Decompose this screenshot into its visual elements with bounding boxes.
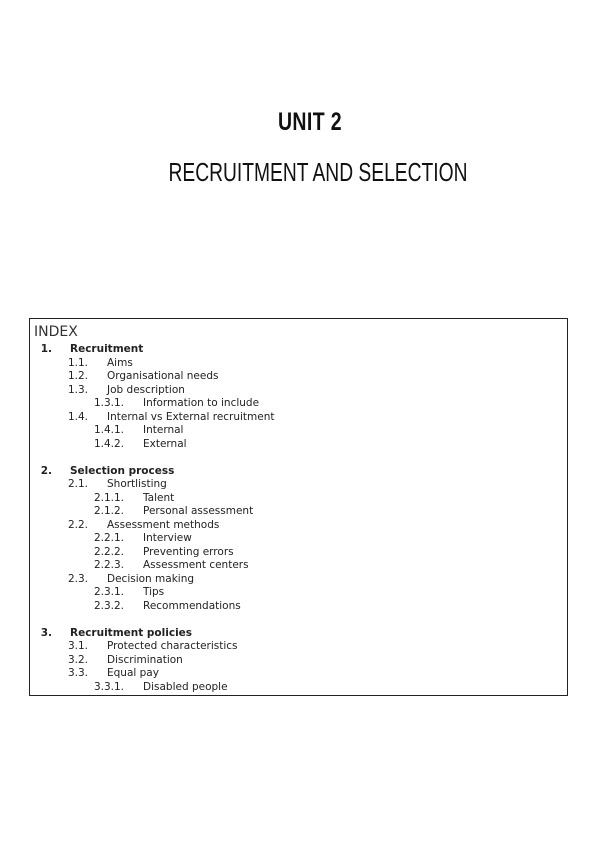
index-box <box>29 318 568 696</box>
toc-entry <box>30 531 560 545</box>
toc-entry <box>30 423 560 437</box>
toc-entry-number: 2.2.3. <box>93 559 124 571</box>
toc-entry-number: 1.2. <box>67 370 88 382</box>
unit-title: UNIT 2 <box>277 108 343 136</box>
toc-entry-number: 2.1.2. <box>93 505 124 517</box>
toc-entry <box>30 491 560 505</box>
toc-entry-number: 3.3.1. <box>93 680 124 693</box>
toc-entry-label: Recruitment policies <box>70 626 193 639</box>
toc-entry-number: 1.4. <box>67 410 88 423</box>
toc-entry <box>30 369 560 383</box>
toc-entry <box>30 666 560 680</box>
toc-entry-number: 1.4.1. <box>93 424 124 436</box>
toc-entry-label: Information to include <box>143 397 260 409</box>
toc-entry-label: Selection process <box>70 464 175 477</box>
toc-entry <box>30 464 560 478</box>
toc-entry-label: Decision making <box>107 572 195 585</box>
toc-entry-label: Assessment centers <box>143 559 249 571</box>
toc-entry <box>30 504 560 518</box>
toc-entry-label: Shortlisting <box>107 478 167 490</box>
toc-entry <box>30 518 560 532</box>
toc-entry-label: Preventing errors <box>143 545 234 558</box>
toc-entry-label: Interview <box>143 532 192 544</box>
toc-entry-number: 2.3. <box>67 572 88 585</box>
toc-entry <box>30 410 560 424</box>
toc-entry <box>30 572 560 586</box>
toc-entry-number: 2.3.1. <box>93 586 124 598</box>
toc-entry-label: Equal pay <box>107 667 159 679</box>
toc-entry <box>30 437 560 451</box>
index-heading: INDEX <box>34 324 78 340</box>
toc-entry-label: Internal vs External recruitment <box>107 410 275 423</box>
toc-entry-number: 3.1. <box>67 640 88 652</box>
toc-entry-number: 2.2. <box>67 518 88 531</box>
toc-entry-number: 2.1. <box>67 478 88 490</box>
toc-entry <box>30 599 560 613</box>
toc-entry <box>30 545 560 559</box>
toc-entry-number: 1. <box>40 343 52 355</box>
toc-entry <box>30 585 560 599</box>
toc-entry-label: Disabled people <box>143 680 228 693</box>
toc-entry-label: Personal assessment <box>143 505 254 517</box>
toc-entry-number: 1.1. <box>67 356 88 369</box>
toc-entry-number: 2.2.1. <box>93 532 124 544</box>
toc-entry-label: Internal <box>143 424 184 436</box>
toc-entry-label: Aims <box>107 356 133 369</box>
toc-entry <box>30 342 560 356</box>
toc-entry-number: 1.3.1. <box>93 397 124 409</box>
toc-entry-label: Discrimination <box>107 653 183 666</box>
toc-entry-label: Talent <box>143 491 175 504</box>
toc-entry-label: Recommendations <box>143 599 241 612</box>
toc-entry <box>30 558 560 572</box>
toc-entry <box>30 626 560 640</box>
toc-entry <box>30 680 560 694</box>
toc-entry <box>30 396 560 410</box>
toc-entry-number: 3.3. <box>67 667 88 679</box>
toc-entry <box>30 383 560 397</box>
toc-entry-label: Protected characteristics <box>107 640 238 652</box>
toc-entry-number: 3.2. <box>67 653 88 666</box>
toc-entry-number: 3. <box>40 626 52 639</box>
toc-entry <box>30 356 560 370</box>
toc-entry-number: 2. <box>40 464 52 477</box>
toc-entry-label: Tips <box>143 586 165 598</box>
page-title: RECRUITMENT AND SELECTION <box>168 157 468 187</box>
toc-entry-label: Recruitment <box>70 343 144 355</box>
toc-entry-label: External <box>143 437 187 450</box>
toc-entry-label: Organisational needs <box>107 370 219 382</box>
toc-entry-label: Assessment methods <box>107 518 220 531</box>
toc-entry-number: 1.4.2. <box>93 437 124 450</box>
toc-entry <box>30 477 560 491</box>
toc-entry-number: 2.1.1. <box>93 491 124 504</box>
toc-entry-number: 1.3. <box>67 383 88 396</box>
toc-entry <box>30 639 560 653</box>
toc-entry <box>30 653 560 667</box>
toc-entry-number: 2.2.2. <box>93 545 124 558</box>
toc-entry-number: 2.3.2. <box>93 599 124 612</box>
toc-entry-label: Job description <box>107 383 185 396</box>
